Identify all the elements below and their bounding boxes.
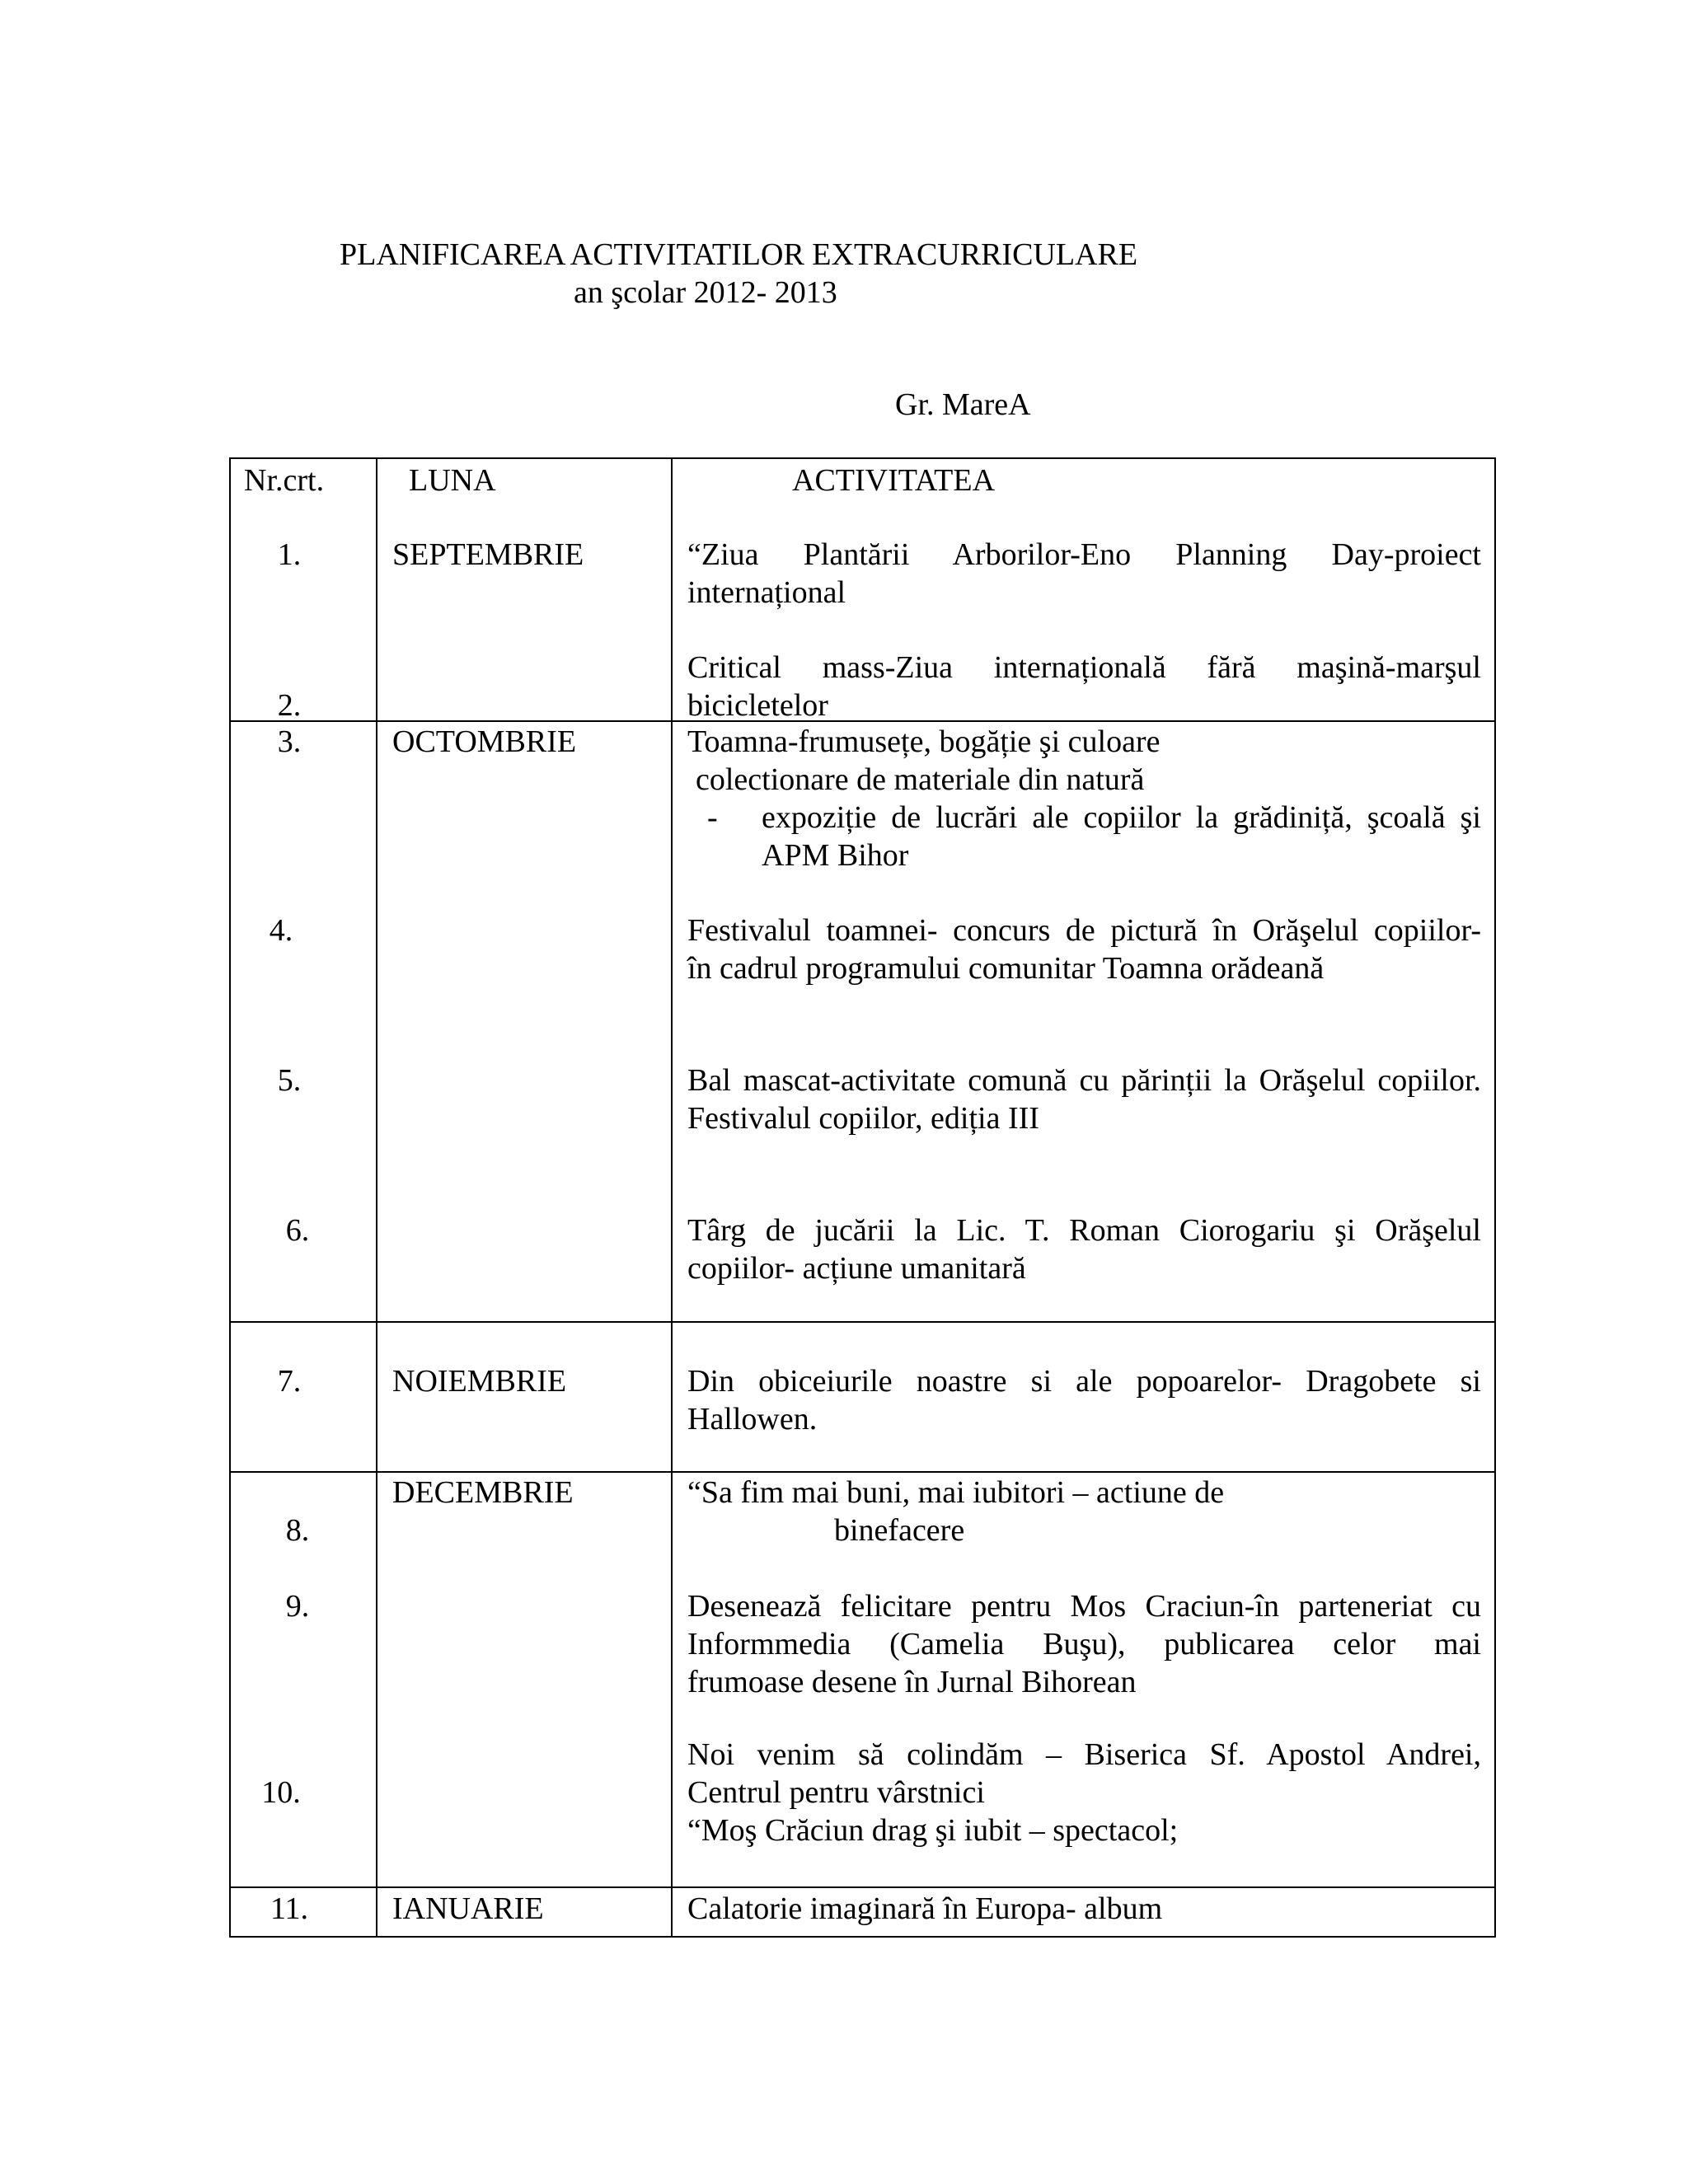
group-name: Gr. MareA bbox=[895, 387, 1031, 422]
header-luna: LUNA bbox=[409, 463, 496, 498]
activity-10 bbox=[687, 1736, 1481, 1849]
row-number: 7. bbox=[277, 1364, 302, 1399]
row-divider-december bbox=[229, 1886, 1496, 1888]
activity-line: “Sa fim mai buni, mai iubitori – actiune de bbox=[687, 1475, 1225, 1510]
activity-7 bbox=[687, 1362, 1481, 1438]
row-number: 11. bbox=[270, 1891, 309, 1926]
activity-line: Din obiceiurile noastre si ale popoarelor- Dragobete si bbox=[687, 1364, 1481, 1399]
activity-line: Calatorie imaginară în Europa- album bbox=[687, 1891, 1163, 1926]
activity-line: Noi venim să colindăm – Biserica Sf. Apostol Andrei, bbox=[687, 1737, 1481, 1772]
month-label: DECEMBRIE bbox=[392, 1475, 574, 1510]
activity-line: Toamna-frumusețe, bogăție şi culoare bbox=[687, 724, 1160, 759]
school-year: an şcolar 2012- 2013 bbox=[574, 275, 837, 310]
activity-line: în cadrul programului comunitar Toamna orădeană bbox=[687, 951, 1325, 986]
table-border-bottom bbox=[229, 1936, 1496, 1938]
header-nr-crt: Nr.crt. bbox=[244, 463, 325, 498]
activity-line: Critical mass-Ziua internațională fără maşină-marşul bbox=[687, 650, 1481, 685]
activity-8 bbox=[687, 1474, 1481, 1549]
month-label: OCTOMBRIE bbox=[392, 724, 577, 759]
activity-line: colectionare de materiale din natură bbox=[696, 762, 1145, 797]
activity-line: “Moş Crăciun drag şi iubit – spectacol; bbox=[687, 1813, 1179, 1848]
activity-3 bbox=[687, 723, 1481, 799]
activity-line: Desenează felicitare pentru Mos Craciun-în parteneriat cu bbox=[687, 1589, 1481, 1624]
activity-line: binefacere bbox=[834, 1513, 965, 1548]
row-number: 1. bbox=[277, 537, 302, 572]
activity-11 bbox=[687, 1890, 1481, 1928]
column-divider-2 bbox=[671, 457, 673, 1938]
row-number: 9. bbox=[285, 1589, 310, 1624]
row-divider-october bbox=[229, 1321, 1496, 1323]
activity-line: internațional bbox=[687, 575, 846, 610]
document-title: PLANIFICAREA ACTIVITATILOR EXTRACURRICULARE bbox=[340, 237, 1138, 272]
header-activitatea: ACTIVITATEA bbox=[792, 463, 996, 498]
activity-line: APM Bihor bbox=[762, 838, 909, 873]
activity-line: copiilor- acțiune umanitară bbox=[687, 1251, 1026, 1286]
activities-table bbox=[229, 457, 1496, 1938]
row-number: 2. bbox=[277, 688, 302, 723]
activity-line: Festivalul copiilor, ediția III bbox=[687, 1101, 1039, 1136]
activity-3-bullet bbox=[762, 799, 1481, 874]
activity-line: Hallowen. bbox=[687, 1402, 818, 1436]
activity-5 bbox=[687, 1062, 1481, 1137]
table-border-left bbox=[229, 457, 231, 1938]
activity-line: expoziție de lucrări ale copiilor la grădiniță, şcoală şi bbox=[762, 800, 1481, 835]
activity-line: Târg de jucării la Lic. T. Roman Ciorogariu şi Orăşelul bbox=[687, 1213, 1481, 1248]
row-number: 5. bbox=[277, 1063, 302, 1098]
activity-6 bbox=[687, 1212, 1481, 1287]
row-number: 8. bbox=[285, 1513, 310, 1548]
activity-line: frumoase desene în Jurnal Bihorean bbox=[687, 1665, 1137, 1699]
row-number: 3. bbox=[277, 724, 302, 759]
activity-line: “Ziua Plantării Arborilor-Eno Planning Day-proiect bbox=[687, 537, 1481, 572]
activity-line: Centrul pentru vârstnici bbox=[687, 1775, 985, 1810]
table-border-right bbox=[1494, 457, 1496, 1938]
activity-line: Festivalul toamnei- concurs de pictură în Orăşelul copiilor- bbox=[687, 913, 1481, 948]
activity-2 bbox=[687, 649, 1481, 724]
activity-9 bbox=[687, 1587, 1481, 1701]
month-label: IANUARIE bbox=[392, 1891, 544, 1926]
row-number: 10. bbox=[261, 1775, 301, 1810]
row-number: 6. bbox=[285, 1213, 310, 1248]
bullet-dash: - bbox=[707, 800, 718, 835]
month-label: SEPTEMBRIE bbox=[392, 537, 584, 572]
activity-4 bbox=[687, 912, 1481, 987]
activity-line: Informmedia (Camelia Buşu), publicarea celor mai bbox=[687, 1627, 1481, 1661]
month-label: NOIEMBRIE bbox=[392, 1364, 567, 1399]
table-border-top bbox=[229, 457, 1496, 459]
activity-line: bicicletelor bbox=[687, 688, 828, 723]
column-divider-1 bbox=[376, 457, 377, 1938]
row-divider-november bbox=[229, 1471, 1496, 1473]
activity-1 bbox=[687, 536, 1481, 612]
activity-line: Bal mascat-activitate comună cu părinții la Orăşelul copiilor. bbox=[687, 1063, 1481, 1098]
row-number: 4. bbox=[269, 913, 293, 948]
